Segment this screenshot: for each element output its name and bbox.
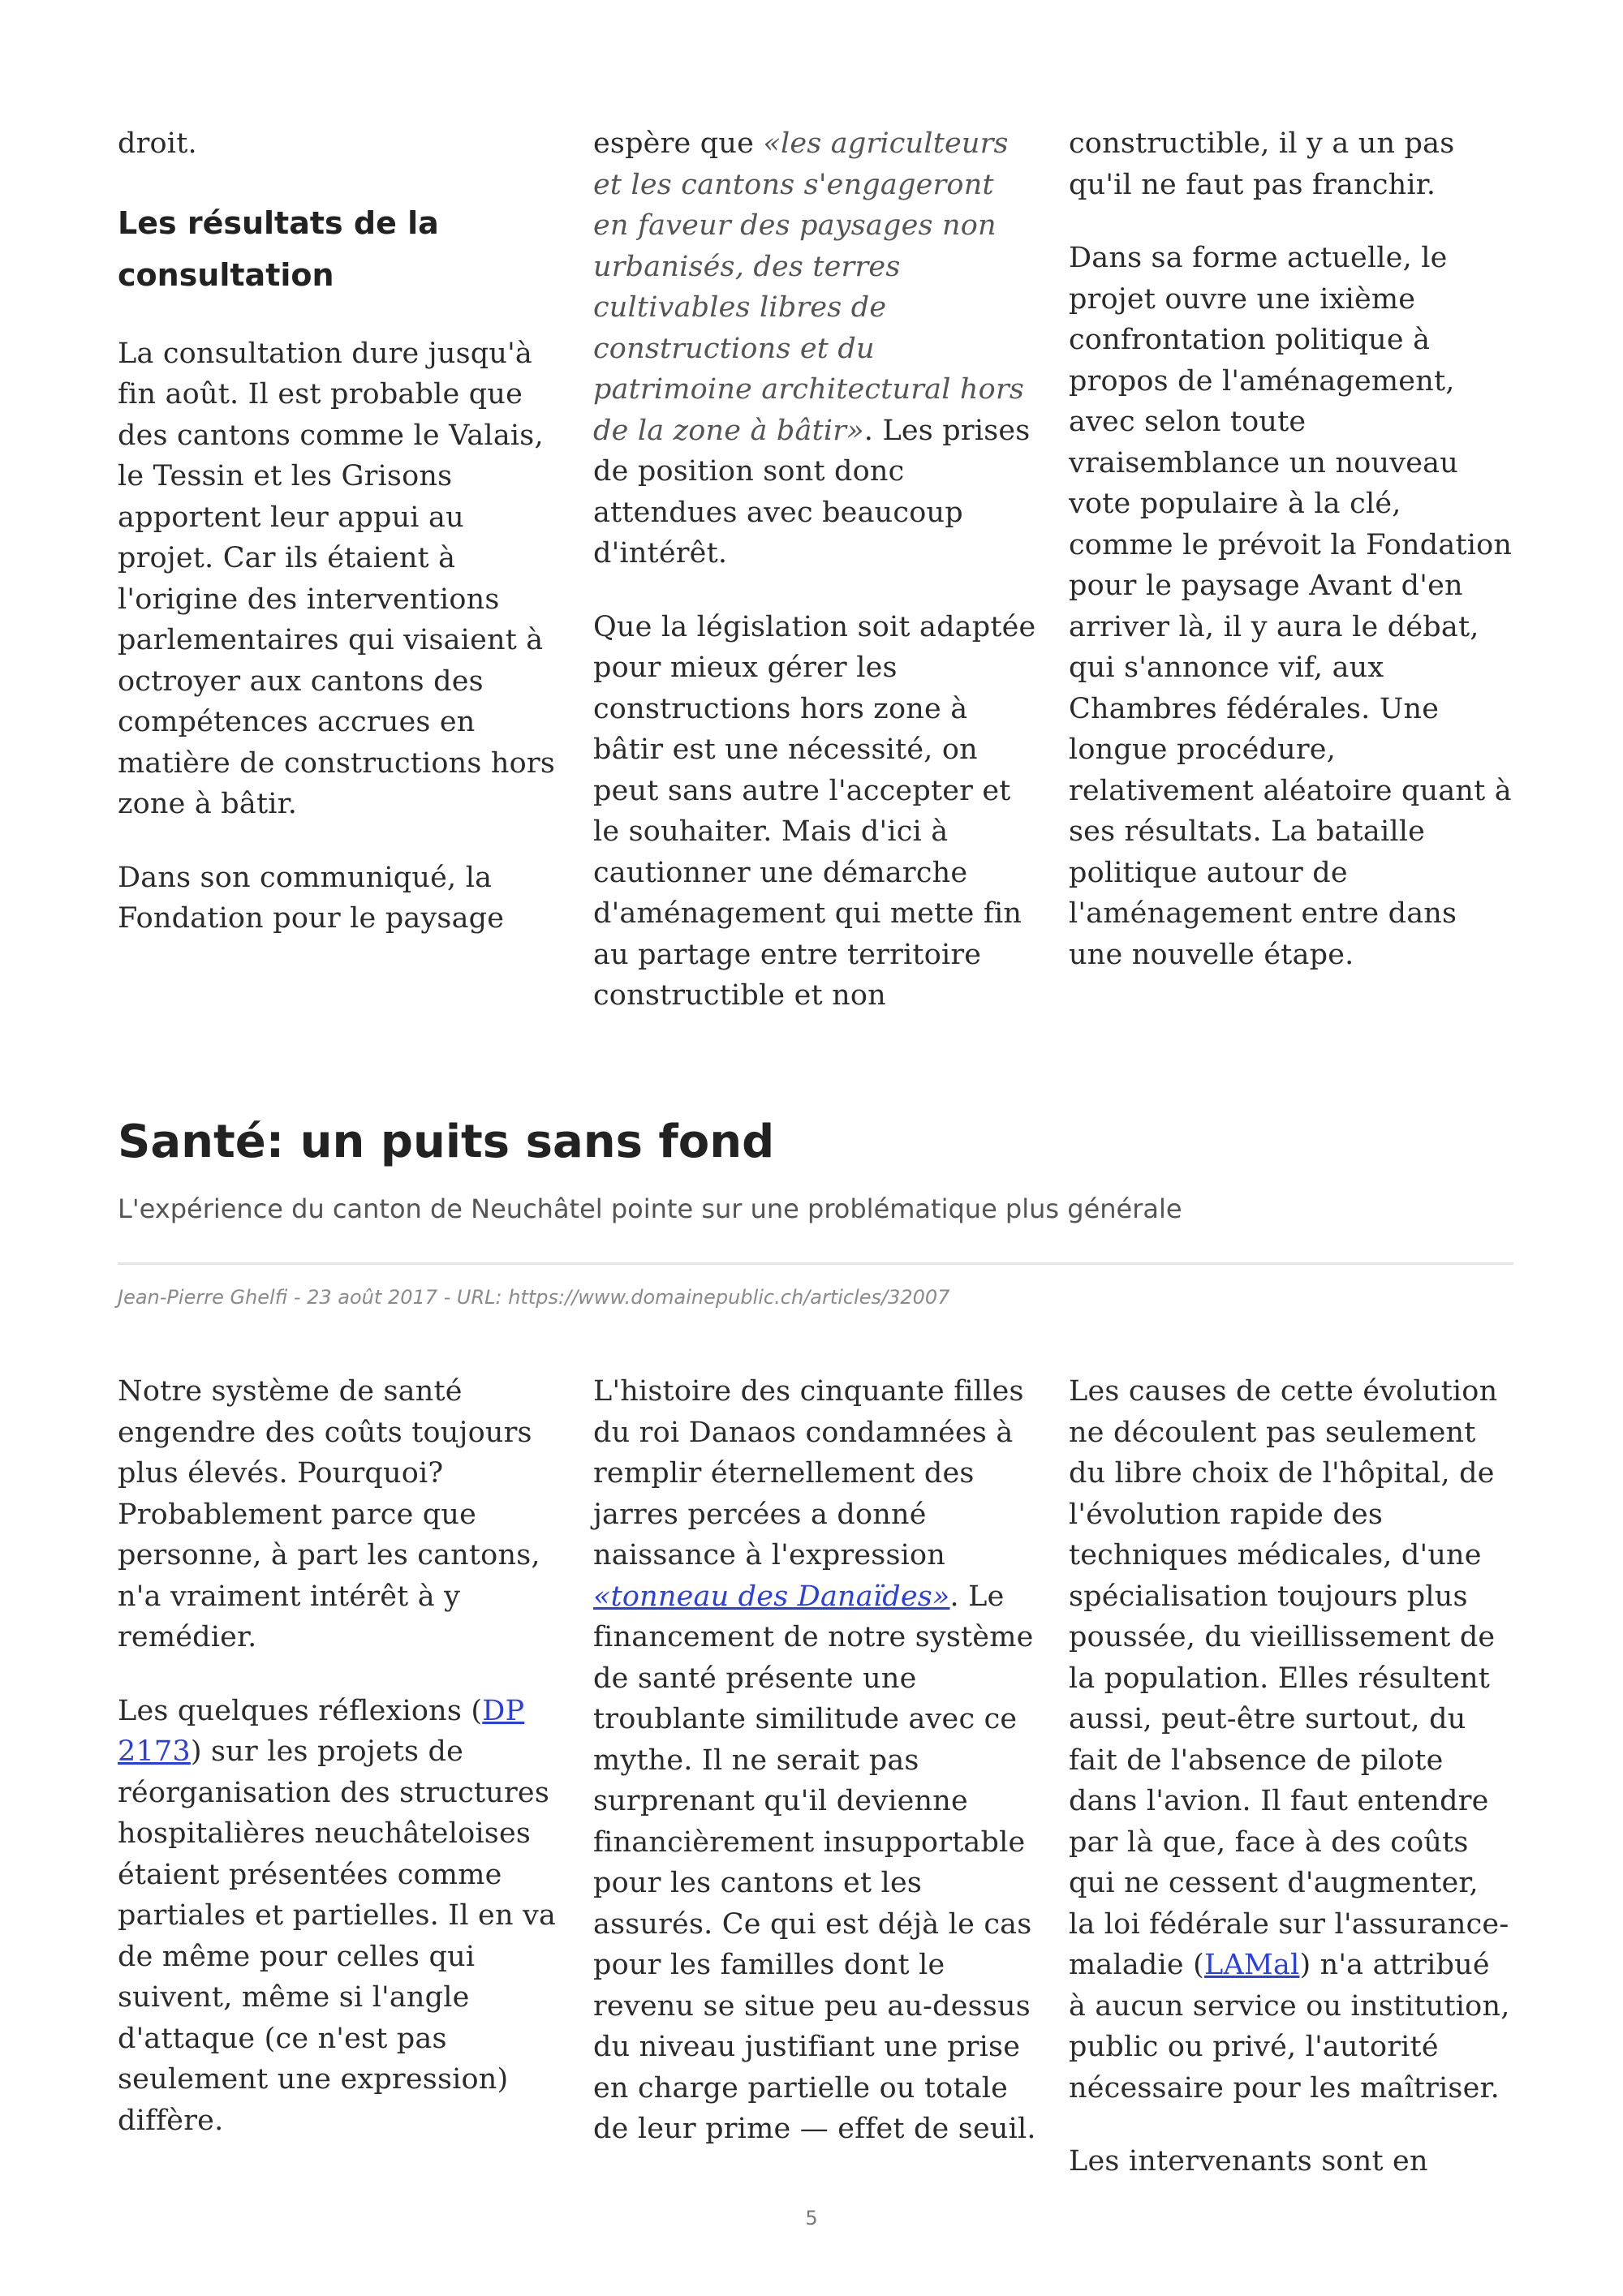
paragraph: Dans sa forme actuelle, le projet ouvre une ixième confrontation politique à propos de l'aménagement, avec selon toute vraisemblance un nouveau vote populaire à la clé, comme le prévoit la Fondation pour le paysage Avant d'en arriver là, il y aura le débat, qui s'annonce vif, aux Chambres fédérales. Une longue procédure, relativement aléatoire quant à ses résultats. La bataille politique autour de l'aménagement entre dans une nouvelle étape.	[1069, 242, 1513, 971]
text-span: espère que	[593, 127, 764, 160]
article-body	[118, 1371, 1513, 2215]
article-title: Santé: un puits sans fond	[118, 1116, 775, 1168]
paragraph	[1069, 1371, 1513, 2109]
article-subtitle: L'expérience du canton de Neuchâtel pointe sur une problématique plus générale	[118, 1193, 1182, 1224]
text-span: Les quelques réflexions (	[118, 1694, 483, 1727]
article-meta: Jean-Pierre Ghelfi - 23 août 2017 - URL: https://www.domainepublic.ch/articles/32007	[118, 1286, 950, 1309]
previous-article-body	[118, 123, 1513, 1049]
paragraph: Notre système de santé engendre des coûts toujours plus élevés. Pourquoi? Probablement parce que personne, à part les cantons, n'a vraiment intérêt à y remédier.	[118, 1375, 540, 1653]
column-3	[1069, 123, 1513, 1049]
paragraph: constructible, il y a un pas qu'il ne faut pas franchir.	[1069, 127, 1455, 201]
paragraph: Dans son communiqué, la Fondation pour le paysage	[118, 861, 505, 935]
quote: «les agriculteurs et les cantons s'engageront en faveur des paysages non urbanisés, des terres cultivables libres de constructions et du patrimoine architectural hors de la zone à bâtir»	[593, 127, 1025, 447]
text-span: L'histoire des cinquante filles du roi Danaos condamnées à remplir éternellement des jarres percées a donné naissance à l'expression	[593, 1375, 1024, 1572]
section-heading: Les résultats de la consultation	[118, 204, 439, 293]
column-3	[1069, 1371, 1513, 2215]
text-span: . Les prises de position sont donc attendues avec beaucoup d'intérêt.	[593, 414, 1031, 570]
text-span: Les causes de cette évolution ne découlent pas seulement du libre choix de l'hôpital, de l'évolution rapide des techniques médicales, d'une spécialisation toujours plus poussée, du vieillissement de la population. Elles résultent aussi, peut-être surtout, du fait de l'absence de pilote dans l'avion. Il faut entendre par là que, face à des coûts qui ne cessent d'augmenter, la loi fédérale sur l'assurance-maladie (	[1069, 1375, 1509, 1981]
paragraph	[593, 123, 1038, 574]
paragraph	[118, 1691, 562, 2142]
paragraph: Les intervenants sont en	[1069, 2145, 1428, 2178]
text-span: . Le financement de notre système de santé présente une troublante similitude avec ce mythe. Il ne serait pas surprenant qu'il devienne financièrement insupportable pour les cantons et les assurés. Ce qui est déjà le cas pour les familles dont le revenu se situe peu au-dessus du niveau justifiant une prise en charge partielle ou totale de leur prime — effet de seuil.	[593, 1580, 1036, 2145]
column-1	[118, 1371, 562, 2215]
column-2	[593, 123, 1038, 1049]
text-span: ) sur les projets de réorganisation des structures hospitalières neuchâteloises étaient présentées comme partiales et partielles. Il en va de même pour celles qui suivent, même si l'angle d'attaque (ce n'est pas seulement une expression) diffère.	[118, 1735, 557, 2137]
link-lamal[interactable]: LAMal	[1204, 1949, 1300, 1981]
column-2	[593, 1371, 1038, 2215]
column-1	[118, 123, 562, 1049]
paragraph: La consultation dure jusqu'à fin août. Il est probable que des cantons comme le Valais, le Tessin et les Grisons apportent leur appui au projet. Car ils étaient à l'origine des interventions parlementaires qui visaient à octroyer aux cantons des compétences accrues en matière de constructions hors zone à bâtir.	[118, 337, 556, 820]
link-tonneau-des-danaides[interactable]: «tonneau des Danaïdes»	[593, 1580, 950, 1613]
page-number: 5	[805, 2207, 818, 2229]
text-span: ) n'a attribué à aucun service ou institution, public ou privé, l'autorité nécessaire pour les maîtriser.	[1069, 1949, 1510, 2105]
link-dp-2173[interactable]: DP 2173	[118, 1694, 525, 1768]
paragraph: droit.	[118, 127, 197, 160]
paragraph	[593, 1371, 1038, 2150]
divider	[118, 1262, 1513, 1265]
paragraph: Que la législation soit adaptée pour mieux gérer les constructions hors zone à bâtir est une nécessité, on peut sans autre l'accepter et le souhaiter. Mais d'ici à cautionner une démarche d'aménagement qui mette fin au partage entre territoire constructible et non	[593, 610, 1036, 1012]
